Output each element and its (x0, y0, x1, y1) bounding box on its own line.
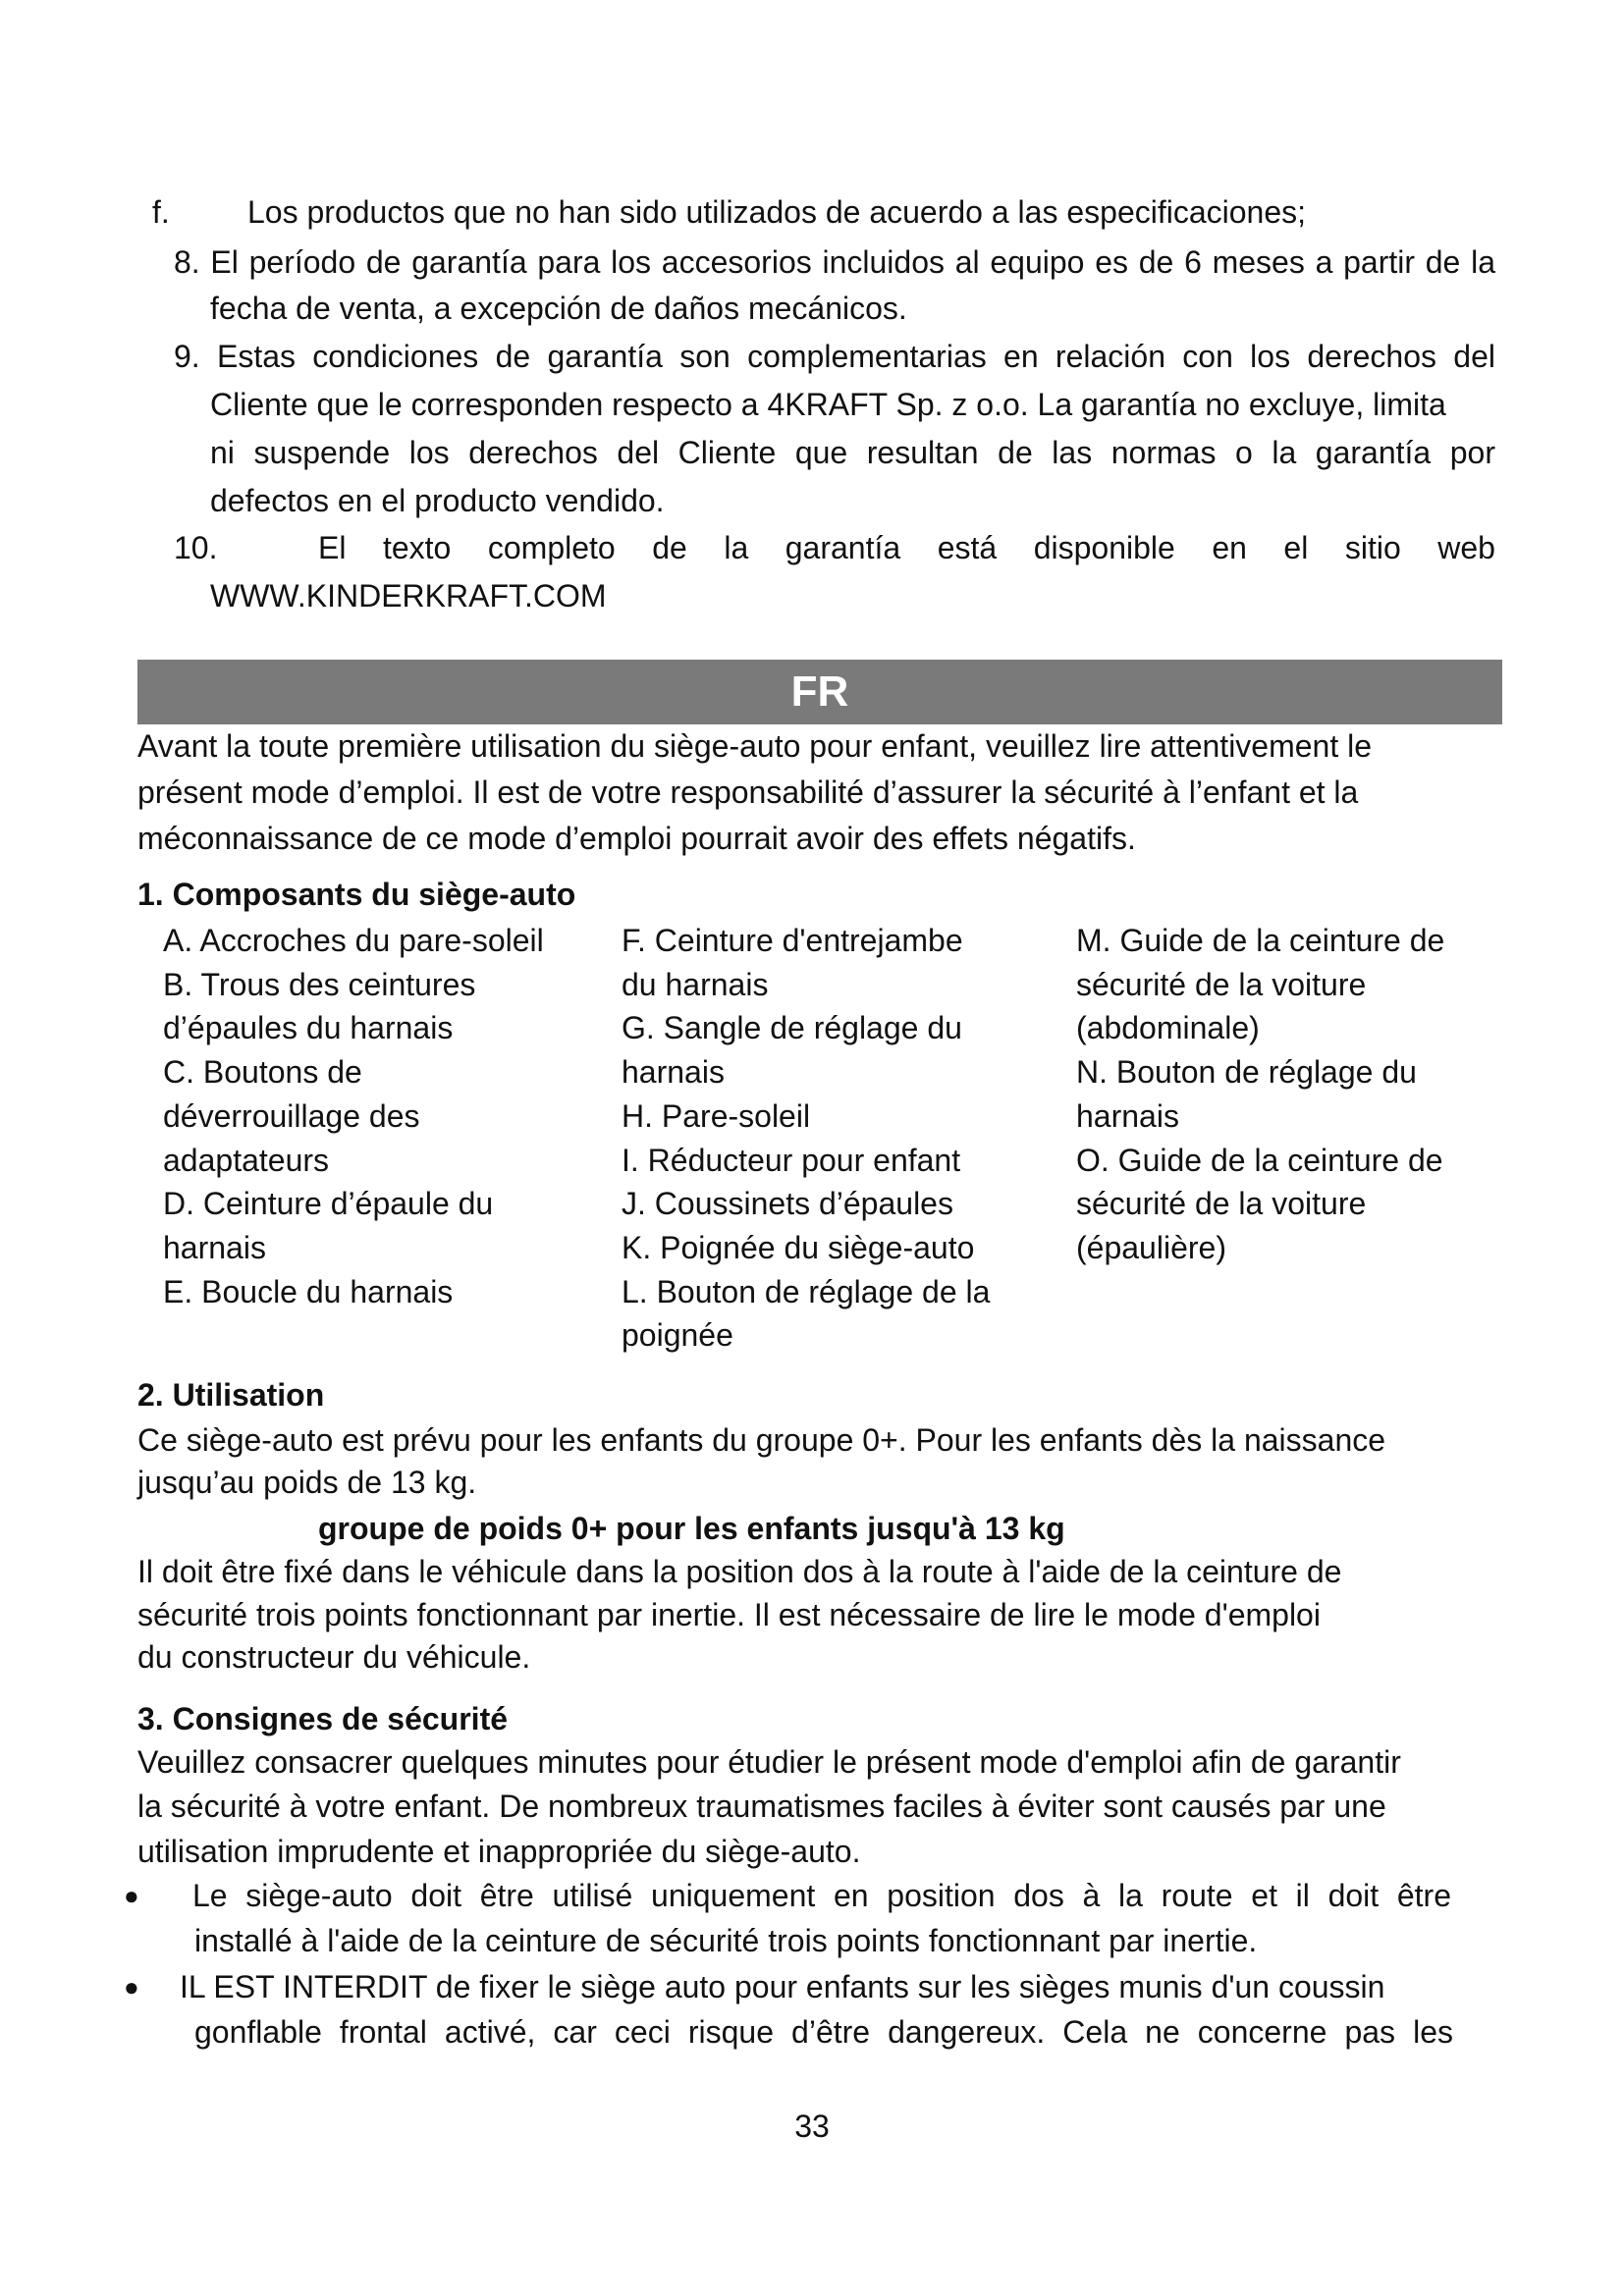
component-item: déverrouillage des (163, 1097, 420, 1134)
word: el (1283, 530, 1309, 565)
component-item: A. Accroches du pare-soleil (163, 923, 544, 958)
safety-bullet2-line1: IL EST INTERDIT de fixer le siège auto pour enfants sur les sièges munis d'un coussin (180, 1969, 1385, 2004)
usage-text-line2: jusqu’au poids de 13 kg. (137, 1465, 477, 1500)
warranty-item-9-line4: defectos en el producto vendido. (210, 483, 665, 518)
safety-text-line2: la sécurité à votre enfant. De nombreux traumatismes faciles à éviter sont causés par une (137, 1789, 1386, 1824)
word: sitio (1344, 530, 1401, 565)
word: de (652, 530, 687, 565)
component-item: B. Trous des ceintures (163, 966, 476, 1002)
component-item: du harnais (622, 966, 769, 1002)
safety-bullet2-line2: gonflable frontal activé, car ceci risque d’être dangereux. Cela ne concerne pas les (194, 2014, 1453, 2050)
word: web (1437, 530, 1495, 565)
warranty-item-8-line1: 8. El período de garantía para los accesorios incluidos al equipo es de 6 meses a partir de la (174, 244, 1495, 280)
word: El (318, 530, 347, 565)
warranty-item-9-line2: Cliente que le corresponden respecto a 4KRAFT Sp. z o.o. La garantía no excluye, limita (210, 387, 1446, 422)
component-item: C. Boutons de (163, 1054, 362, 1091)
safety-text-line1: Veuillez consacrer quelques minutes pour étudier le présent mode d'emploi afin de garantir (137, 1744, 1401, 1780)
component-item: d’épaules du harnais (163, 1010, 454, 1046)
component-item: G. Sangle de réglage du (622, 1010, 962, 1046)
component-item: adaptateurs (163, 1142, 330, 1178)
warranty-item-9-line3: ni suspende los derechos del Cliente que resultan de las normas o la garantía por (210, 435, 1495, 470)
safety-bullet1-line1: Le siège-auto doit être utilisé uniquement en position dos à la route et il doit être (192, 1878, 1451, 1913)
word: disponible (1033, 530, 1175, 565)
usage-subheading: groupe de poids 0+ pour les enfants jusqu'à 13 kg (318, 1511, 1065, 1546)
word: texto (382, 530, 452, 565)
warranty-url: WWW.KINDERKRAFT.COM (210, 578, 607, 614)
usage-text2-line3: du constructeur du véhicule. (137, 1639, 531, 1675)
bullet-icon: ● (124, 1881, 139, 1910)
component-item: E. Boucle du harnais (163, 1273, 454, 1309)
word: la (724, 530, 749, 565)
page-number: 33 (794, 2109, 830, 2144)
component-item: sécurité de la voiture (1076, 1186, 1367, 1222)
component-item: N. Bouton de réglage du (1076, 1054, 1417, 1091)
bullet-icon: ● (124, 1972, 139, 2002)
section-header-bar (137, 660, 1502, 724)
components-heading: 1. Composants du siège-auto (137, 877, 576, 912)
component-item: harnais (1076, 1097, 1179, 1134)
word: garantía (785, 530, 901, 565)
component-item: L. Bouton de réglage de la (622, 1273, 991, 1309)
component-item: (épaulière) (1076, 1229, 1226, 1265)
list-marker-10: 10. (174, 530, 218, 565)
usage-heading: 2. Utilisation (137, 1377, 325, 1413)
section-header-label: FR (790, 667, 849, 716)
component-item: F. Ceinture d'entrejambe (622, 923, 963, 958)
warranty-item-f: Los productos que no han sido utilizados de acuerdo a las especificaciones; (247, 194, 1307, 230)
component-item: K. Poignée du siège-auto (622, 1229, 975, 1265)
component-item: harnais (163, 1229, 266, 1265)
component-item: H. Pare-soleil (622, 1097, 811, 1134)
intro-line2: présent mode d’emploi. Il est de votre responsabilité d’assurer la sécurité à l’enfant et la (137, 774, 1359, 810)
word: completo (487, 530, 616, 565)
usage-text2-line1: Il doit être fixé dans le véhicule dans la position dos à la route à l'aide de la ceinture de (137, 1554, 1342, 1589)
safety-text-line3: utilisation imprudente et inappropriée du siège-auto. (137, 1834, 861, 1869)
list-marker-f: f. (152, 194, 170, 230)
component-item: M. Guide de la ceinture de (1076, 923, 1445, 958)
word: en (1212, 530, 1247, 565)
component-item: (abdominale) (1076, 1010, 1260, 1046)
warranty-item-10-line1 (318, 528, 1495, 567)
component-item: I. Réducteur pour enfant (622, 1142, 961, 1178)
safety-bullet1-line2: installé à l'aide de la ceinture de sécurité trois points fonctionnant par inertie. (194, 1923, 1258, 1958)
warranty-item-9-line1: 9. Estas condiciones de garantía son complementarias en relación con los derechos del (174, 339, 1495, 374)
components-column-1 (163, 919, 544, 1313)
component-item: sécurité de la voiture (1076, 966, 1367, 1002)
component-item: O. Guide de la ceinture de (1076, 1142, 1443, 1178)
components-column-2 (622, 919, 990, 1358)
component-item: J. Coussinets d’épaules (622, 1186, 953, 1222)
components-column-3 (1076, 919, 1444, 1270)
intro-line1: Avant la toute première utilisation du siège-auto pour enfant, veuillez lire attentivement le (137, 728, 1373, 764)
usage-text-line1: Ce siège-auto est prévu pour les enfants du groupe 0+. Pour les enfants dès la naissance (137, 1422, 1386, 1458)
warranty-item-8-line2: fecha de venta, a excepción de daños mecánicos. (210, 291, 907, 326)
safety-heading: 3. Consignes de sécurité (137, 1701, 509, 1736)
word: está (937, 530, 998, 565)
usage-text2-line2: sécurité trois points fonctionnant par inertie. Il est nécessaire de lire le mode d'emploi (137, 1597, 1321, 1632)
component-item: poignée (622, 1317, 733, 1354)
intro-line3: méconnaissance de ce mode d’emploi pourrait avoir des effets négatifs. (137, 821, 1136, 856)
component-item: D. Ceinture d’épaule du (163, 1186, 494, 1222)
component-item: harnais (622, 1054, 725, 1091)
